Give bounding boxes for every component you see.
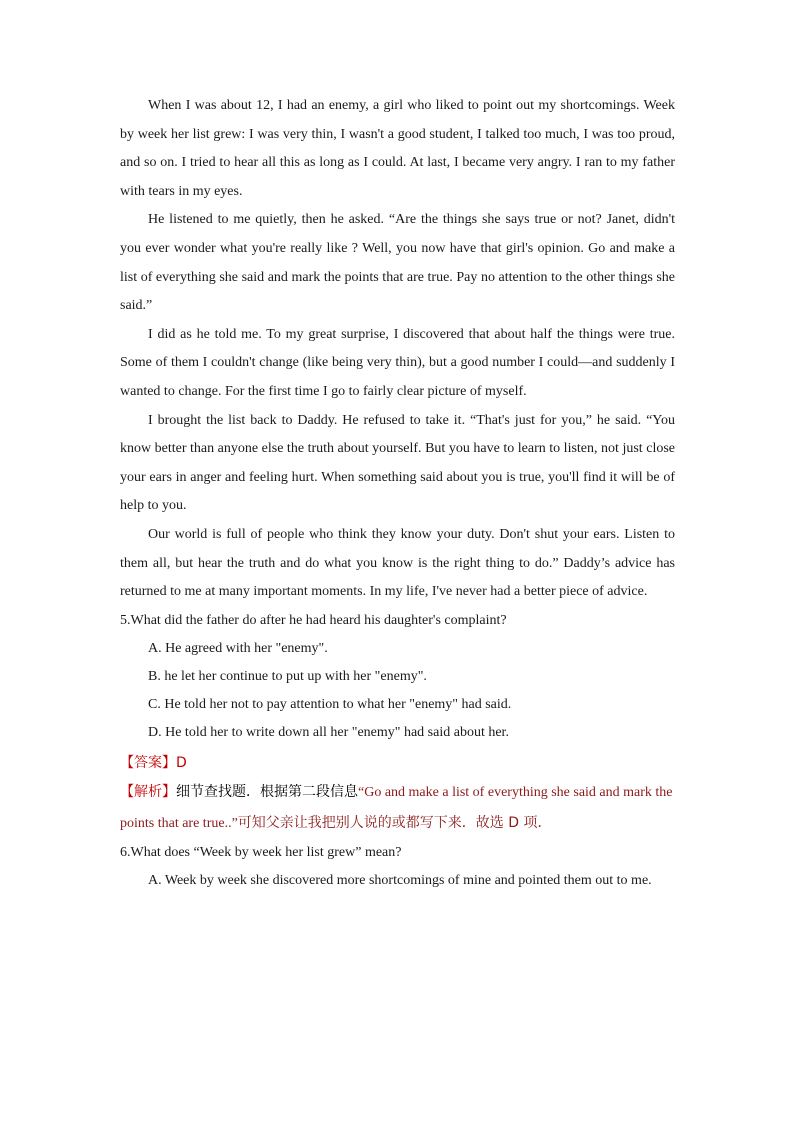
analysis-lead: 细节查找题．根据第二段信息 — [176, 783, 358, 800]
question-5-answer — [120, 749, 675, 777]
question-5-stem: 5.What did the father do after he had heard his daughter's complaint? — [120, 612, 507, 628]
question-5-option-d: D. He told her to write down all her "enemy" had said about her. — [148, 724, 509, 740]
passage-paragraph-1: When I was about 12, I had an enemy, a girl who liked to point out my shortcomings. Week by week her list grew: I was very thin, I wasn't a good student, I talked too much, I was too proud, and so on. I tried to hear all this as long as I could. At last, I became very angry. I ran to my father with tears in my eyes. — [120, 98, 675, 199]
answer-value: D — [176, 754, 187, 771]
question-5-option-a: A. He agreed with her "enemy". — [148, 640, 328, 656]
passage-paragraph-4: I brought the list back to Daddy. He refused to take it. “That's just for you,” he said. “You know better than anyone else the truth about yourself. But you have to learn to listen, not just close your ears in anger and feeling hurt. When something said about you is true, you'll find it will be of help to you. — [120, 412, 675, 514]
question-6-stem: 6.What does “Week by week her list grew” mean? — [120, 844, 402, 860]
passage-paragraph-3: I did as he told me. To my great surprise, I discovered that about half the things were true. Some of them I couldn't change (like being very thin), but a good number I could—and suddenly I wanted to change. For the first time I go to fairly clear picture of myself. — [120, 326, 675, 399]
question-5-option-b: B. he let her continue to put up with her "enemy". — [148, 668, 427, 684]
passage-paragraph-2: He listened to me quietly, then he asked. “Are the things she says true or not? Janet, didn't you ever wonder what you're really like ? Well, you now have that girl's opinion. Go and make a list of everything she said and mark the points that are true. Pay no attention to the other things she said.” — [120, 212, 675, 314]
question-5-option-c: C. He told her not to pay attention to what her "enemy" had said. — [148, 696, 512, 712]
passage-paragraph-5: Our world is full of people who think they know your duty. Don't shut your ears. Listen to them all, but hear the truth and do what you know is the right thing to do.” Daddy’s advice has returned to me at many important moments. In my life, I've never had a better piece of advice. — [120, 526, 675, 600]
document-page — [120, 92, 675, 895]
analysis-tail: 可知父亲让我把别人说的或都写下来．故选 D 项． — [237, 814, 552, 831]
analysis-quote: “Go and make a list of everything she said and mark the points that are true..” — [120, 784, 673, 831]
question-6-option-a: A. Week by week she discovered more shortcomings of mine and pointed them out to me. — [148, 872, 652, 888]
answer-tag: 【答案】 — [120, 754, 176, 771]
question-5-analysis — [120, 777, 675, 839]
analysis-tag: 【解析】 — [120, 783, 176, 800]
